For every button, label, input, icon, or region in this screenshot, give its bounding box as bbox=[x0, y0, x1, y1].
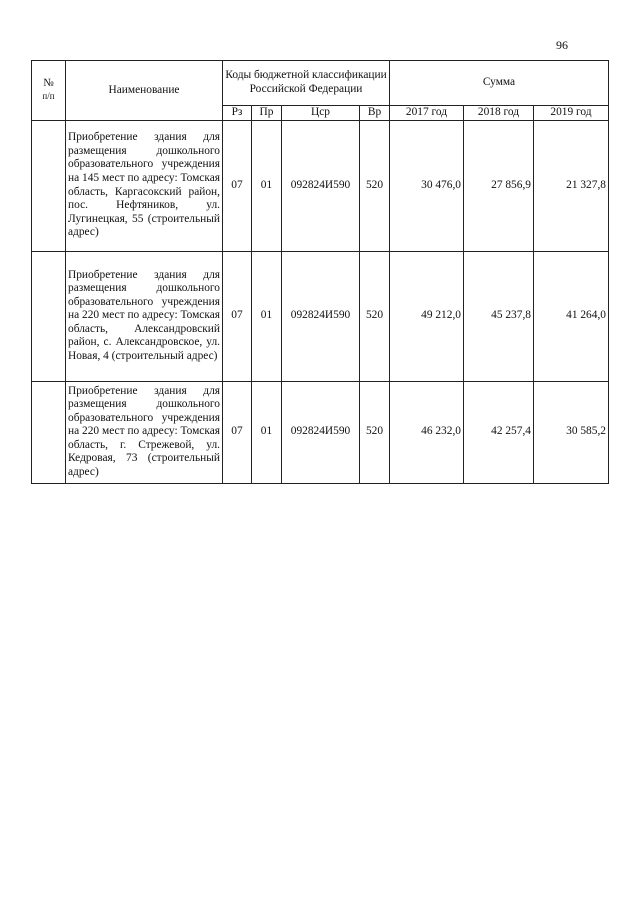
row-pr-cell: 01 bbox=[252, 120, 282, 251]
table-row bbox=[32, 120, 609, 251]
header-num bbox=[32, 61, 66, 121]
header-2018: 2018 год bbox=[464, 106, 534, 121]
row-2019-cell: 41 264,0 bbox=[534, 251, 609, 381]
header-2017: 2017 год bbox=[390, 106, 464, 121]
row-vr-cell: 520 bbox=[360, 251, 390, 381]
header-2019: 2019 год bbox=[534, 106, 609, 121]
row-2017-cell: 49 212,0 bbox=[390, 251, 464, 381]
row-name-cell: Приобретение здания для размещения дошкольного образовательного учреждения на 220 мест по адресу: Томская область, Александровский район, с. Александровское, ул. Новая, 4 (строительный адрес) bbox=[66, 251, 223, 381]
row-num-cell bbox=[32, 251, 66, 381]
page-number: 96 bbox=[556, 38, 568, 52]
row-vr-cell: 520 bbox=[360, 381, 390, 483]
row-2017-cell: 30 476,0 bbox=[390, 120, 464, 251]
row-2018-cell: 42 257,4 bbox=[464, 381, 534, 483]
row-csr-cell: 092824И590 bbox=[282, 120, 360, 251]
header-codes: Коды бюджетной классификации Российской Федерации bbox=[223, 61, 390, 106]
row-2018-cell: 27 856,9 bbox=[464, 120, 534, 251]
row-name-cell: Приобретение здания для размещения дошкольного образовательного учреждения на 220 мест по адресу: Томская область, г. Стрежевой, ул. Кедровая, 73 (строительный адрес) bbox=[66, 381, 223, 483]
row-rz-cell: 07 bbox=[223, 120, 252, 251]
table-row bbox=[32, 381, 609, 483]
header-num-sub: п/п bbox=[42, 91, 55, 102]
budget-table bbox=[31, 60, 609, 484]
row-num-cell bbox=[32, 381, 66, 483]
row-rz-cell: 07 bbox=[223, 251, 252, 381]
header-num-sign: № bbox=[43, 76, 54, 89]
header-pr: Пр bbox=[252, 106, 282, 121]
header-csr: Цср bbox=[282, 106, 360, 121]
table-row bbox=[32, 251, 609, 381]
header-name: Наименование bbox=[66, 61, 223, 121]
row-2019-cell: 30 585,2 bbox=[534, 381, 609, 483]
row-pr-cell: 01 bbox=[252, 381, 282, 483]
header-rz: Рз bbox=[223, 106, 252, 121]
row-2017-cell: 46 232,0 bbox=[390, 381, 464, 483]
row-2018-cell: 45 237,8 bbox=[464, 251, 534, 381]
row-rz-cell: 07 bbox=[223, 381, 252, 483]
row-csr-cell: 092824И590 bbox=[282, 381, 360, 483]
header-sum: Сумма bbox=[390, 61, 609, 106]
row-csr-cell: 092824И590 bbox=[282, 251, 360, 381]
header-vr: Вр bbox=[360, 106, 390, 121]
row-vr-cell: 520 bbox=[360, 120, 390, 251]
row-2019-cell: 21 327,8 bbox=[534, 120, 609, 251]
row-num-cell bbox=[32, 120, 66, 251]
row-name-cell: Приобретение здания для размещения дошкольного образовательного учреждения на 145 мест по адресу: Томская область, Каргасокский район, пос. Нефтяников, ул. Лугинецкая, 55 (строительный адрес) bbox=[66, 120, 223, 251]
row-pr-cell: 01 bbox=[252, 251, 282, 381]
